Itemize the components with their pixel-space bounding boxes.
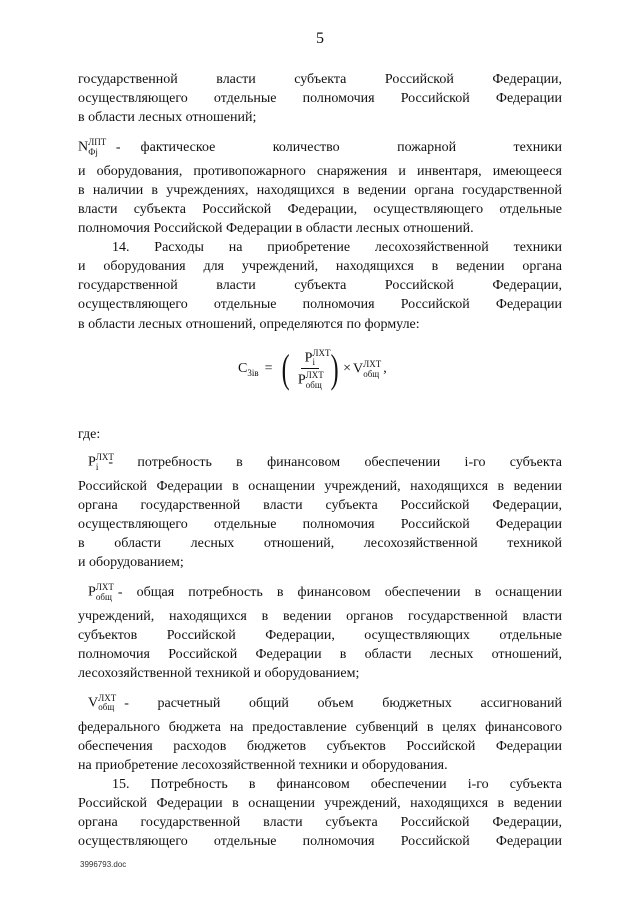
definition-dash: - — [115, 139, 121, 155]
text-line: обеспечения расходов бюджетов субъектов Российской Федерации — [78, 738, 562, 754]
text-line: в области лесных отношений; — [78, 110, 257, 126]
text-line: федерального бюджета на предоставление субвенций в целях финансового — [78, 719, 562, 735]
fraction-numerator: $P^{ЛХТ}_i$ — [301, 348, 319, 369]
definition-n-first-line — [78, 133, 562, 162]
footer-filename: 3996793.doc — [80, 860, 127, 869]
formula-lhs: $C_{3iв}$ — [238, 360, 259, 378]
definition-pi-first-line — [78, 448, 562, 477]
text-line: в наличии в учреждениях, находящихся в ведении органа государственной — [78, 182, 562, 198]
text-line: учреждений, находящихся в ведении органов государственной власти — [78, 608, 562, 624]
text-line: лесохозяйственной техникой и оборудованием; — [78, 665, 360, 681]
text-line: осуществляющего отдельные полномочия Российской Федерации — [78, 516, 562, 532]
text-line: и оборудования, противопожарного снаряжения и инвентаря, имеющееся — [78, 163, 562, 179]
text-line: государственной власти субъекта Российской Федерации, — [78, 278, 562, 294]
text-line: полномочия Российской Федерации в области лесных отношений, — [78, 646, 562, 662]
formula-fraction — [294, 348, 331, 390]
text-line: - общая потребность в финансовом обеспечении в оснащении — [117, 584, 562, 600]
text-line: осуществляющего отдельные полномочия Российской Федерации — [78, 297, 562, 313]
text-line: субъектов Российской Федерации, осуществляющих отдельные — [78, 627, 562, 643]
document-body-lower — [78, 425, 562, 851]
document-body — [78, 70, 562, 334]
text-line: Российской Федерации в оснащении учреждений, находящихся в ведении — [78, 795, 562, 811]
text-line: Российской Федерации в оснащении учреждений, находящихся в ведении — [78, 478, 562, 494]
text-line: государственной власти субъекта Российской Федерации, — [78, 72, 562, 87]
text-line: осуществляющего отдельные полномочия Российской Федерации — [78, 834, 562, 850]
text-line: органа государственной власти субъекта Российской Федерации, — [78, 497, 562, 513]
symbol-ptotal: $P^{ЛХТ}_{общ}$ — [88, 582, 114, 602]
formula-times: × — [343, 360, 351, 376]
formula-comma: , — [383, 360, 387, 376]
text-line: - потребность в финансовом обеспечении i-го субъекта — [108, 454, 562, 470]
symbol-n: $N^{ЛПТ}_{Фj}$ — [78, 137, 107, 157]
where-label: где: — [78, 427, 101, 442]
text-line: и оборудования для учреждений, находящихся в ведении органа — [78, 259, 562, 275]
definition-v-first-line — [78, 689, 562, 718]
formula-v: $V^{ЛХТ}_{общ}$ — [352, 359, 382, 379]
page-number: 5 — [316, 30, 324, 47]
definition-ptotal-first-line — [78, 578, 562, 607]
text-line: фактическое количество пожарной техники — [140, 139, 562, 155]
text-line: 15. Потребность в финансовом обеспечении i-го субъекта — [112, 776, 562, 792]
text-line: на приобретение лесохозяйственной техники и оборудования. — [78, 757, 448, 773]
text-line: - расчетный общий объем бюджетных ассигнований — [124, 695, 562, 711]
symbol-pi: $P^{ЛХТ}_i$ — [88, 452, 114, 472]
text-line: органа государственной власти субъекта Российской Федерации, — [78, 815, 562, 831]
symbol-v: $V^{ЛХТ}_{общ}$ — [88, 693, 117, 713]
formula-equals: = — [264, 360, 273, 376]
fraction-denominator: $P^{ЛХТ}_{общ}$ — [297, 370, 324, 390]
text-line: 14. Расходы на приобретение лесохозяйственной техники — [112, 240, 562, 256]
text-line: в области лесных отношений, определяются по формуле: — [78, 316, 420, 332]
text-line: осуществляющего отдельные полномочия Российской Федерации — [78, 91, 562, 107]
text-line: полномочия Российской Федерации в области лесных отношений. — [78, 221, 474, 237]
left-paren: ( — [281, 345, 290, 391]
text-line: в области лесных отношений, лесохозяйственной техникой — [78, 535, 562, 551]
text-line: власти субъекта Российской Федерации, осуществляющего отдельные — [78, 202, 562, 218]
text-line: и оборудованием; — [78, 555, 184, 571]
formula — [238, 345, 387, 391]
right-paren: ) — [330, 345, 339, 391]
